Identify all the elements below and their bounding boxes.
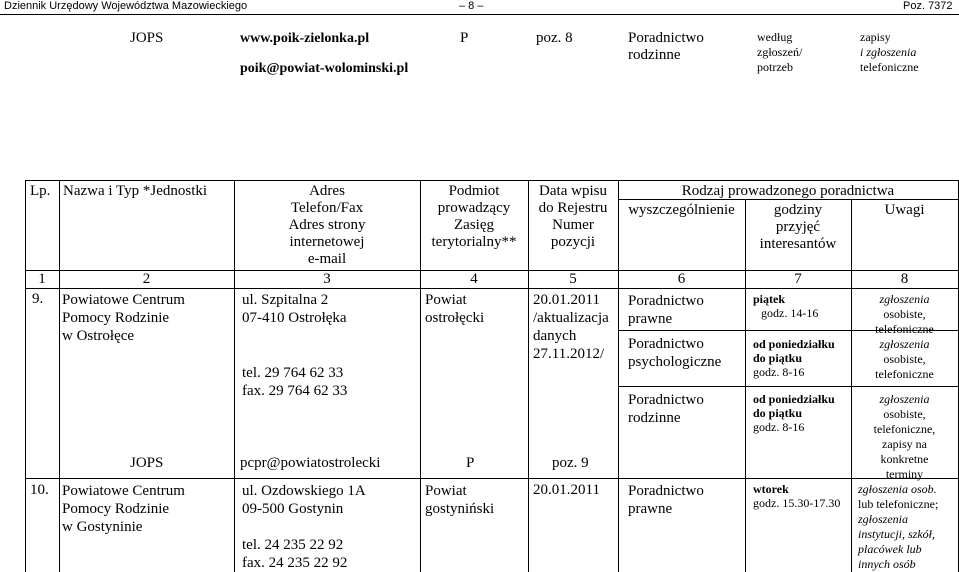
row10-address-line: 09-500 Gostynin (242, 501, 344, 517)
row10-name-line: Pomocy Rodzinie (62, 501, 170, 517)
row10-lp: 10. (30, 482, 49, 498)
top-hours (757, 30, 802, 75)
row9-address (242, 291, 347, 327)
header-address-line: internetowej (289, 234, 365, 250)
header-address-line: e-mail (307, 251, 347, 267)
col-rule (745, 199, 746, 572)
row9-service3-kind (628, 391, 704, 427)
service-hours-line: od poniedziałku (753, 392, 835, 406)
row9-service2-kind (628, 335, 721, 371)
col-number: 2 (142, 271, 151, 287)
service-notes-line: telefoniczne (875, 322, 934, 336)
row10-notes-line: zgłoszenia osob. (858, 482, 937, 496)
top-hours-line: zgłoszeń/ (757, 45, 803, 59)
header-hours-line: przyjęć (775, 219, 821, 235)
row10-notes-line: placówek lub (858, 542, 922, 556)
row10-notes-line: instytucji, szkół, (858, 527, 935, 541)
row9-date-line: danych (533, 328, 577, 344)
row10-phone (242, 536, 347, 572)
service-notes-line: osobiste, (883, 407, 926, 421)
row9-address-line: ul. Szpitalna 2 (242, 292, 329, 308)
row9-footer-poz: poz. 9 (552, 455, 589, 471)
top-kind-line: Poradnictwo (628, 30, 704, 46)
row10-name-line: Powiatowe Centrum (62, 483, 185, 499)
top-p: P (460, 30, 469, 46)
row10-subject-line: gostyniński (425, 501, 495, 517)
header-hours-line: interesantów (759, 236, 837, 252)
top-notes-line: telefoniczne (860, 60, 919, 74)
row9-subject (425, 291, 484, 327)
top-kind-line: rodzinne (628, 47, 681, 63)
row9-date (533, 291, 609, 363)
row9-footer-p: P (466, 455, 475, 471)
row9-date-line: /aktualizacja (533, 310, 609, 326)
service-notes-line: osobiste, (883, 307, 926, 321)
service-kind-line: Poradnictwo (628, 293, 704, 309)
top-kind (628, 30, 704, 64)
header-kind-group: Rodzaj prowadzonego poradnictwa (681, 183, 895, 199)
header-date-line: Data wpisu (539, 183, 607, 199)
col-number: 6 (677, 271, 686, 287)
row10-date: 20.01.2011 (533, 482, 600, 498)
header-lp: Lp. (30, 183, 51, 199)
row9-bottom-rule (25, 478, 959, 479)
top-poz: poz. 8 (536, 30, 573, 46)
row10-notes-line: zgłoszenia (858, 512, 909, 526)
row10-kind (628, 482, 704, 518)
col-number: 8 (900, 271, 909, 287)
table-top-rule (25, 180, 959, 181)
service-notes-line: zapisy na (882, 437, 927, 451)
service-hours-line: do piątku (753, 406, 803, 420)
col-number: 4 (470, 271, 478, 287)
row9-subject-line: Powiat (425, 292, 467, 308)
service-hours-line: od poniedziałku (753, 337, 835, 351)
header-date-line: pozycji (550, 234, 596, 250)
service-kind-line: prawne (628, 311, 673, 327)
service-hours-line: godz. 8-16 (753, 365, 805, 379)
row10-name-line: w Gostyninie (62, 519, 143, 535)
row10-name (62, 482, 185, 536)
top-www: www.poik-zielonka.pl (240, 31, 370, 46)
numbers-bottom-rule (25, 288, 959, 289)
service2-rule (618, 386, 959, 387)
col-number: 1 (38, 271, 46, 287)
row10-kind-line: Poradnictwo (628, 483, 704, 499)
col-rule (618, 180, 619, 572)
top-notes-line: i zgłoszenia (860, 45, 917, 59)
row9-phone-line: fax. 29 764 62 33 (242, 383, 348, 399)
row9-lp: 9. (32, 291, 44, 307)
row9-service3-hours (753, 392, 835, 434)
row10-phone-line: fax. 24 235 22 92 (242, 555, 348, 571)
header-address-line: Telefon/Fax (290, 200, 364, 216)
col-number: 5 (569, 271, 577, 287)
header-notes: Uwagi (884, 202, 925, 218)
service-notes-line: telefoniczne, (873, 422, 936, 436)
service-kind-line: psychologiczne (628, 354, 722, 370)
header-address (234, 183, 420, 268)
top-hours-line: potrzeb (757, 60, 793, 74)
top-notes (860, 30, 919, 75)
service-notes-line: terminy (885, 467, 924, 481)
row9-name-line: Pomocy Rodzinie (62, 310, 170, 326)
row9-name-line: Powiatowe Centrum (62, 292, 185, 308)
row10-notes (858, 482, 938, 572)
service-notes-line: konkretne (880, 452, 929, 466)
row10-hours-line: wtorek (753, 482, 789, 496)
row10-address-line: ul. Ozdowskiego 1A (242, 483, 366, 499)
row9-service2-notes (851, 337, 958, 382)
service-kind-line: Poradnictwo (628, 392, 704, 408)
page-number: – 8 – (459, 0, 484, 12)
service-notes-line: zgłoszenia (879, 337, 930, 351)
header-subject (420, 183, 528, 251)
header-name: Nazwa i Typ *Jednostki (63, 183, 208, 199)
col-number: 7 (794, 271, 802, 287)
row10-subject (425, 482, 494, 518)
header-subject-line: Podmiot (448, 183, 500, 199)
header-hours-line: godziny (773, 202, 823, 218)
row10-hours-line: godz. 15.30-17.30 (753, 496, 841, 510)
service-kind-line: Poradnictwo (628, 336, 704, 352)
journal-title: Dziennik Urzędowy Województwa Mazowieckiego (4, 0, 248, 12)
row10-kind-line: prawne (628, 501, 673, 517)
header-subject-line: prowadzący (437, 200, 511, 216)
header-detail: wyszczególnienie (628, 202, 735, 218)
service-kind-line: rodzinne (628, 410, 681, 426)
top-type: JOPS (130, 30, 164, 46)
header-date-line: Numer (552, 217, 594, 233)
col-rule (25, 180, 26, 572)
row10-hours (753, 482, 840, 510)
row10-phone-line: tel. 24 235 22 92 (242, 537, 344, 553)
row9-date-line: 20.01.2011 (533, 292, 600, 308)
row9-service3-notes (851, 392, 958, 482)
row9-service1-hours (753, 292, 818, 320)
row9-phone (242, 364, 347, 400)
row9-date-line: 27.11.2012/ (533, 346, 605, 362)
row9-service1-notes (851, 292, 958, 337)
service-notes-line: telefoniczne (875, 367, 934, 381)
header-address-line: Adres (309, 183, 345, 199)
col-rule (59, 180, 60, 572)
header-subject-line: Zasięg (454, 217, 494, 233)
row10-notes-line: lub telefoniczne; (858, 497, 939, 511)
top-email: poik@powiat-wolominski.pl (240, 61, 409, 76)
row9-name (62, 291, 185, 345)
service-hours-line: godz. 8-16 (753, 420, 805, 434)
service-notes-line: osobiste, (883, 352, 926, 366)
top-hours-line: według (757, 30, 793, 44)
position-number: Poz. 7372 (903, 0, 953, 12)
row9-subject-line: ostrołęcki (425, 310, 485, 326)
row9-phone-line: tel. 29 764 62 33 (242, 365, 344, 381)
row10-address (242, 482, 366, 518)
header-date-line: do Rejestru (538, 200, 608, 216)
row10-subject-line: Powiat (425, 483, 467, 499)
col-rule (851, 199, 852, 572)
header-address-line: Adres strony (288, 217, 366, 233)
header-rule (0, 14, 959, 15)
header-date (528, 183, 618, 251)
service-notes-line: zgłoszenia (879, 292, 930, 306)
header-hours (745, 202, 851, 253)
top-notes-line: zapisy (860, 30, 891, 44)
row9-service1-kind (628, 292, 704, 328)
row10-notes-line: innych osób (858, 557, 916, 571)
col-number: 3 (323, 271, 331, 287)
service-hours-line: piątek (753, 292, 786, 306)
service-hours-line: do piątku (753, 351, 803, 365)
row9-footer-type: JOPS (130, 455, 164, 471)
service-notes-line: zgłoszenia (879, 392, 930, 406)
service-hours-line: godz. 14-16 (761, 306, 819, 320)
header-subject-line: terytorialny** (431, 234, 517, 250)
row9-footer-email: pcpr@powiatostrolecki (240, 455, 381, 471)
row9-service2-hours (753, 337, 835, 379)
row9-name-line: w Ostrołęce (62, 328, 135, 344)
row9-address-line: 07-410 Ostrołęka (242, 310, 347, 326)
